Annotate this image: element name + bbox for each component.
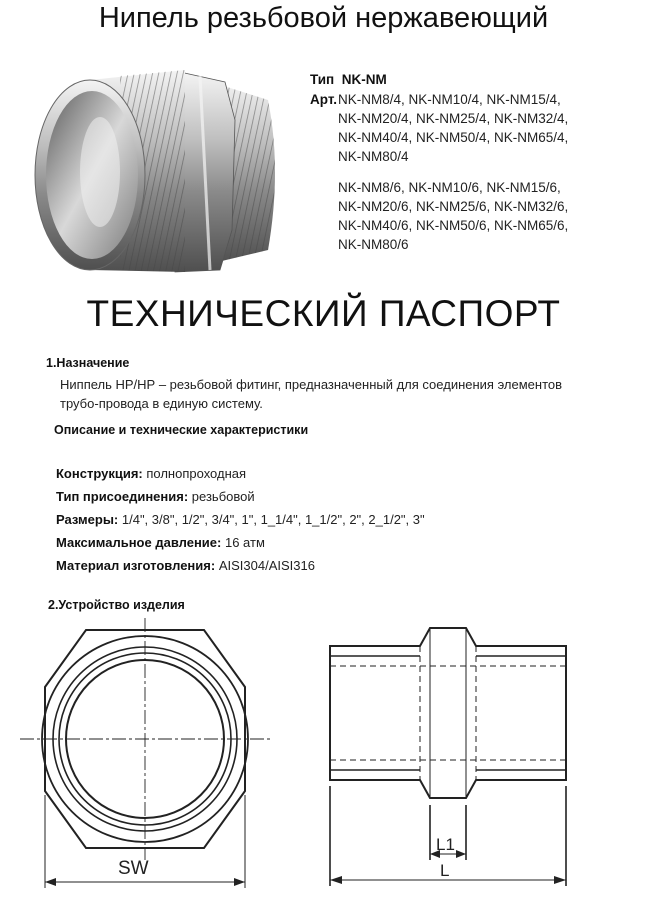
section1-subtitle: Описание и технические характеристики [54,423,309,437]
characteristic-construction: Конструкция: полнопроходная [56,466,247,481]
art-line: NK-NM8/4, NK-NM10/4, NK-NM15/4, [338,92,561,107]
type-value: NK-NM [341,72,387,87]
front-view [20,618,270,888]
page-title: Нипель резьбовой нержавеющий [98,2,549,34]
sw-dimension-label: SW [118,858,149,879]
technical-drawing [0,610,647,906]
section2-title: 2.Устройство изделия [48,598,185,612]
characteristic-connection: Тип присоединения: резьбовой [56,489,255,504]
section1-title: 1.Назначение [46,356,130,370]
art-line: NK-NM20/4, NK-NM25/4, NK-NM32/4, [338,111,569,126]
art-line: NK-NM20/6, NK-NM25/6, NK-NM32/6, [338,199,569,214]
art-line: NK-NM80/6 [338,237,409,252]
characteristic-material: Материал изготовления: AISI304/AISI316 [56,558,315,573]
characteristic-pressure: Максимальное давление: 16 атм [56,535,265,550]
art-label-bold: Арт. [310,92,337,107]
art-line: NK-NM80/4 [338,149,409,164]
art-line: NK-NM40/6, NK-NM50/6, NK-NM65/6, [338,218,569,233]
section1-text-line: Ниппель НР/НР – резьбовой фитинг, предназначенный для соединения элементов [60,377,563,392]
art-group-4 [338,90,568,166]
l1-dimension-label: L1 [436,835,455,854]
art-line: NK-NM40/4, NK-NM50/4, NK-NM65/4, [338,130,569,145]
product-type [310,70,387,89]
product-photo [20,60,292,280]
type-label: Тип [310,72,335,87]
section1-text [60,375,562,413]
passport-heading: ТЕХНИЧЕСКИЙ ПАСПОРТ [86,293,561,334]
characteristic-sizes: Размеры: 1/4", 3/8", 1/2", 3/4", 1", 1_1/4", 1_1/2", 2", 2_1/2", 3" [56,512,425,527]
art-line: NK-NM8/6, NK-NM10/6, NK-NM15/6, [338,180,561,195]
section1-text-line: трубо-провода в единую систему. [60,396,263,411]
art-group-6 [338,178,568,254]
l-dimension-label: L [440,861,450,880]
